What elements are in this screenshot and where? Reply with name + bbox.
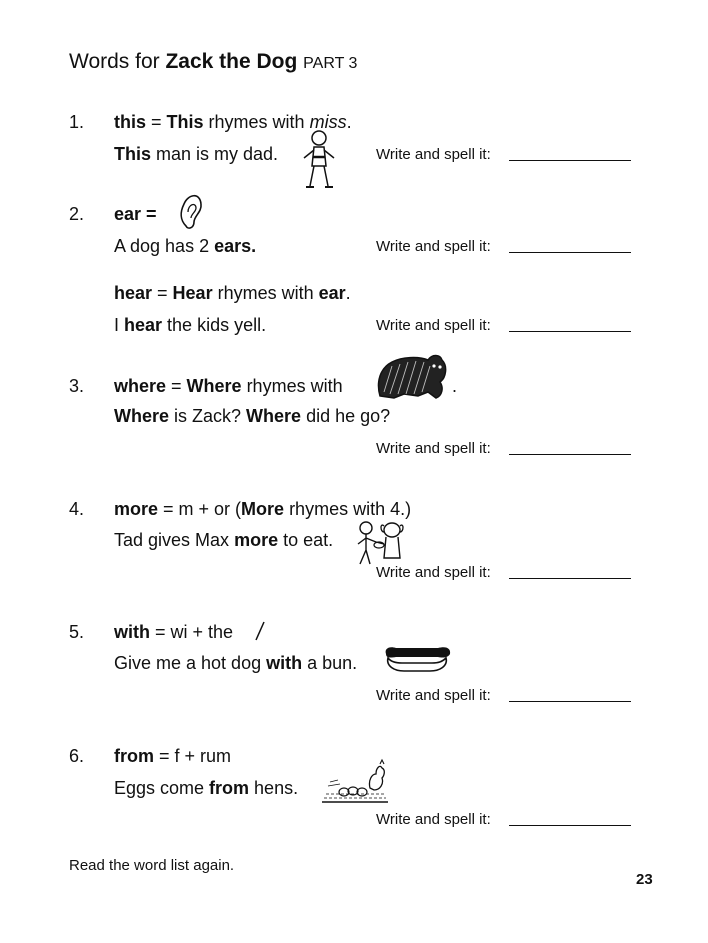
item-number: 4. bbox=[69, 499, 85, 519]
footer-instruction: Read the word list again. bbox=[69, 857, 235, 874]
item-number: 1. bbox=[69, 112, 85, 132]
man-icon bbox=[298, 128, 340, 190]
item-number: 3. bbox=[69, 376, 85, 396]
answer-blank[interactable] bbox=[509, 701, 631, 702]
rhyme-line: hear = Hear rhymes with ear. bbox=[114, 283, 351, 303]
hot-dog-icon bbox=[382, 644, 452, 674]
write-label: Write and spell it: bbox=[376, 238, 491, 255]
example-sentence: Eggs come from hens. bbox=[114, 778, 299, 798]
example-sentence: Where is Zack? Where did he go? bbox=[114, 406, 391, 426]
rhyme-line: with = wi + the bbox=[114, 622, 234, 642]
kid-and-dog-icon bbox=[354, 518, 408, 568]
rhyme-line: from = f + rum bbox=[114, 746, 232, 766]
example-sentence: This man is my dad. bbox=[114, 144, 279, 164]
rhyme-line: more = m + or (More rhymes with 4.) bbox=[114, 499, 412, 519]
example-sentence: I hear the kids yell. bbox=[114, 315, 267, 335]
write-label: Write and spell it: bbox=[376, 146, 491, 163]
answer-blank[interactable] bbox=[509, 252, 631, 253]
write-label: Write and spell it: bbox=[376, 317, 491, 334]
page-title: Words for Zack the Dog PART 3 bbox=[69, 50, 358, 73]
strike-mark bbox=[254, 620, 266, 642]
item-number: 6. bbox=[69, 746, 85, 766]
item-number: 2. bbox=[69, 204, 85, 224]
example-sentence: Give me a hot dog with a bun. bbox=[114, 653, 358, 673]
rhyme-line: where = Where rhymes with bbox=[114, 376, 343, 396]
item-number: 5. bbox=[69, 622, 85, 642]
answer-blank[interactable] bbox=[509, 454, 631, 455]
example-sentence: A dog has 2 ears. bbox=[114, 236, 257, 256]
hen-and-eggs-icon bbox=[320, 758, 390, 806]
answer-blank[interactable] bbox=[509, 331, 631, 332]
rhyme-line: this = This rhymes with miss. bbox=[114, 112, 352, 132]
write-label: Write and spell it: bbox=[376, 687, 491, 704]
answer-blank[interactable] bbox=[509, 825, 631, 826]
ear-icon bbox=[178, 190, 204, 232]
write-label: Write and spell it: bbox=[376, 564, 491, 581]
answer-blank[interactable] bbox=[509, 578, 631, 579]
bear-icon bbox=[374, 352, 450, 400]
write-label: Write and spell it: bbox=[376, 440, 491, 457]
write-label: Write and spell it: bbox=[376, 811, 491, 828]
rhyme-line: ear = bbox=[114, 204, 157, 224]
answer-blank[interactable] bbox=[509, 160, 631, 161]
rhyme-punct: . bbox=[452, 376, 458, 396]
page-number: 23 bbox=[636, 871, 653, 888]
example-sentence: Tad gives Max more to eat. bbox=[114, 530, 334, 550]
